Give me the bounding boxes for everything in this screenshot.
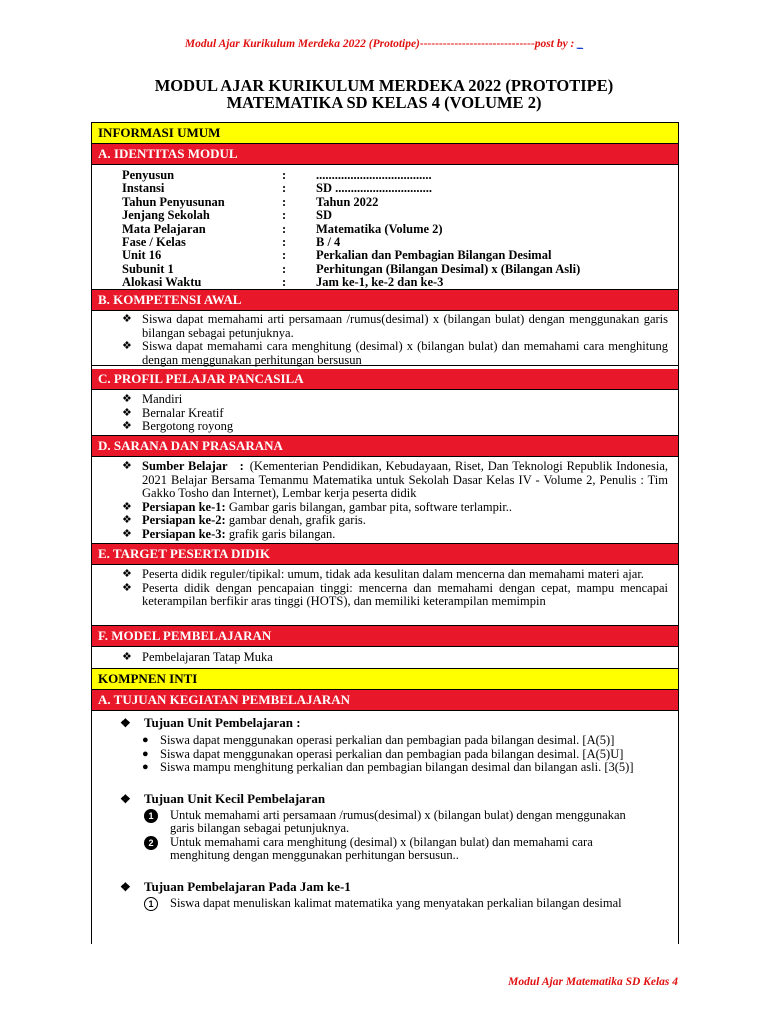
sarana-box — [92, 457, 678, 544]
model-box — [92, 647, 678, 669]
section-target-peserta: E. TARGET PESERTA DIDIK — [92, 544, 678, 565]
diamond-bullet-icon: ❖ — [122, 393, 132, 405]
identitas-row: Alokasi Waktu : Jam ke-1, ke-2 dan ke-3 — [122, 275, 444, 290]
diamond-bullet-icon: ❖ — [120, 879, 131, 894]
diamond-bullet-icon: ❖ — [122, 500, 132, 513]
subheading: ❖ Tujuan Unit Pembelajaran : — [120, 715, 301, 730]
number-circle-icon: 2 — [144, 836, 158, 850]
module-table — [91, 122, 679, 944]
dot-bullet-icon: ● — [142, 734, 149, 746]
tujuan-content — [92, 711, 678, 910]
section-informasi-umum: INFORMASI UMUM — [92, 123, 678, 144]
list-item: ❖ Pembelajaran Tatap Muka — [122, 650, 273, 664]
header-link[interactable]: _ — [577, 38, 584, 50]
list-item: ❖ Bergotong royong — [122, 419, 234, 433]
section-kompetensi-awal: B. KOMPETENSI AWAL — [92, 290, 678, 311]
header-text: Modul Ajar Kurikulum Merdeka 2022 (Prototipe)------------------------------post by : — [184, 38, 575, 50]
kompetensi-box — [92, 311, 678, 366]
diamond-bullet-icon: ❖ — [122, 420, 132, 432]
list-item: ❖ Siswa dapat memahami cara menghitung (desimal) x (bilangan bulat) dan memahami cara menghitung dengan menggunakan perhitungan bersusun — [122, 339, 668, 367]
diamond-bullet-icon: ❖ — [122, 651, 132, 663]
identitas-row: Subunit 1 : Perhitungan (Bilangan Desimal) x (Bilangan Asli) — [122, 261, 581, 276]
list-item: ❖ Bernalar Kreatif — [122, 405, 224, 420]
number-circle-icon: 1 — [144, 809, 158, 823]
list-item: ❖ Mandiri — [122, 392, 183, 406]
page-footer: Modul Ajar Matematika SD Kelas 4 — [508, 976, 678, 988]
section-model-pembelajaran: F. MODEL PEMBELAJARAN — [92, 626, 678, 647]
subheading: ❖ Tujuan Unit Kecil Pembelajaran — [120, 790, 326, 806]
document-title — [0, 77, 768, 111]
identitas-row: Unit 16 : Perkalian dan Pembagian Bilangan Desimal — [122, 248, 552, 263]
list-item: ● Siswa mampu menghitung perkalian dan pembagian bilangan desimal dan bilangan asli. [3(5)] — [142, 760, 634, 774]
diamond-bullet-icon: ❖ — [122, 514, 132, 526]
page-header — [0, 38, 768, 50]
diamond-bullet-icon: ❖ — [122, 568, 132, 580]
identitas-row: Instansi : SD ............................... — [122, 181, 432, 196]
list-item: ❖ Siswa dapat memahami arti persamaan /rumus(desimal) x (bilangan bulat) dengan menggunakan garis bilangan sebagai petunjuknya. — [122, 312, 668, 340]
section-identitas-modul: A. IDENTITAS MODUL — [92, 144, 678, 165]
title-line-2: MATEMATIKA SD KELAS 4 (VOLUME 2) — [226, 93, 542, 112]
list-item: ❖ Peserta didik dengan pencapaian tinggi: mencerna dan memahami dengan cepat, mampu mencapai keterampilan berfikir aras tinggi (HOTS), dan memiliki keterampilan memimpin — [122, 580, 668, 608]
list-item: ❖ Persiapan ke-3: grafik garis bilangan. — [122, 526, 336, 541]
identitas-row: Jenjang Sekolah : SD — [122, 208, 332, 223]
section-sarana-prasarana: D. SARANA DAN PRASARANA — [92, 436, 678, 457]
number-circle-outline-icon: 1 — [144, 897, 158, 911]
target-box — [92, 565, 678, 626]
diamond-bullet-icon: ❖ — [122, 340, 132, 352]
list-item: ● Siswa dapat menggunakan operasi perkalian dan pembagian pada bilangan desimal. [A(5)] — [142, 733, 615, 747]
identitas-row: Fase / Kelas : B / 4 — [122, 235, 341, 250]
subheading: ❖ Tujuan Pembelajaran Pada Jam ke-1 — [120, 878, 351, 894]
diamond-bullet-icon: ❖ — [122, 313, 132, 325]
diamond-bullet-icon: ❖ — [120, 791, 131, 806]
identitas-box — [92, 165, 678, 290]
list-item: ❖ Peserta didik reguler/tipikal: umum, tidak ada kesulitan dalam mencerna dan memahami materi ajar. — [122, 567, 644, 581]
identitas-list — [122, 169, 580, 290]
list-item: ❖ Persiapan ke-1: Gambar garis bilangan, gambar pita, software terlampir.. — [122, 499, 513, 514]
section-komponen-inti: KOMPNEN INTI — [92, 669, 678, 690]
identitas-row: Tahun Penyusunan : Tahun 2022 — [122, 194, 379, 209]
list-item: 1 Siswa dapat menuliskan kalimat matematika yang menyatakan perkalian bilangan desimal — [92, 897, 678, 911]
diamond-bullet-icon: ❖ — [120, 716, 131, 730]
identitas-row: Penyusun : ..................................... — [122, 168, 432, 182]
identitas-row: Mata Pelajaran : Matematika (Volume 2) — [122, 221, 443, 236]
list-item: ● Siswa dapat menggunakan operasi perkalian dan pembagian pada bilangan desimal. [A(5)U] — [142, 746, 624, 761]
diamond-bullet-icon: ❖ — [122, 581, 132, 594]
section-profil-pelajar: C. PROFIL PELAJAR PANCASILA — [92, 369, 678, 390]
list-item: 1 Untuk memahami arti persamaan /rumus(desimal) x (bilangan bulat) dengan menggunakan garis bilangan sebagai petunjuknya. — [92, 809, 678, 836]
dot-bullet-icon: ● — [142, 761, 149, 773]
diamond-bullet-icon: ❖ — [122, 527, 132, 540]
dot-bullet-icon: ● — [142, 747, 149, 760]
list-item: 2 Untuk memahami cara menghitung (desimal) x (bilangan bulat) dan memahami cara menghitung dengan menggunakan perhitungan bersusun.. — [92, 836, 678, 863]
diamond-bullet-icon: ❖ — [122, 406, 132, 419]
profil-box — [92, 390, 678, 436]
diamond-bullet-icon: ❖ — [122, 460, 132, 472]
section-tujuan-kegiatan: A. TUJUAN KEGIATAN PEMBELAJARAN — [92, 690, 678, 711]
list-item: ❖ Sumber Belajar : (Kementerian Pendidikan, Kebudayaan, Riset, Dan Teknologi Republik Indonesia, 2021 Belajar Bersama Temanmu Matematika untuk Sekolah Dasar Kelas IV - Volume 2, Penulis : Tim Gakko Tosho dan Internet), Lembar kerja peserta didik — [122, 459, 668, 500]
list-item: ❖ Persiapan ke-2: gambar denah, grafik garis. — [122, 513, 366, 527]
title-line-1: MODUL AJAR KURIKULUM MERDEKA 2022 (PROTOTIPE) — [154, 76, 614, 95]
